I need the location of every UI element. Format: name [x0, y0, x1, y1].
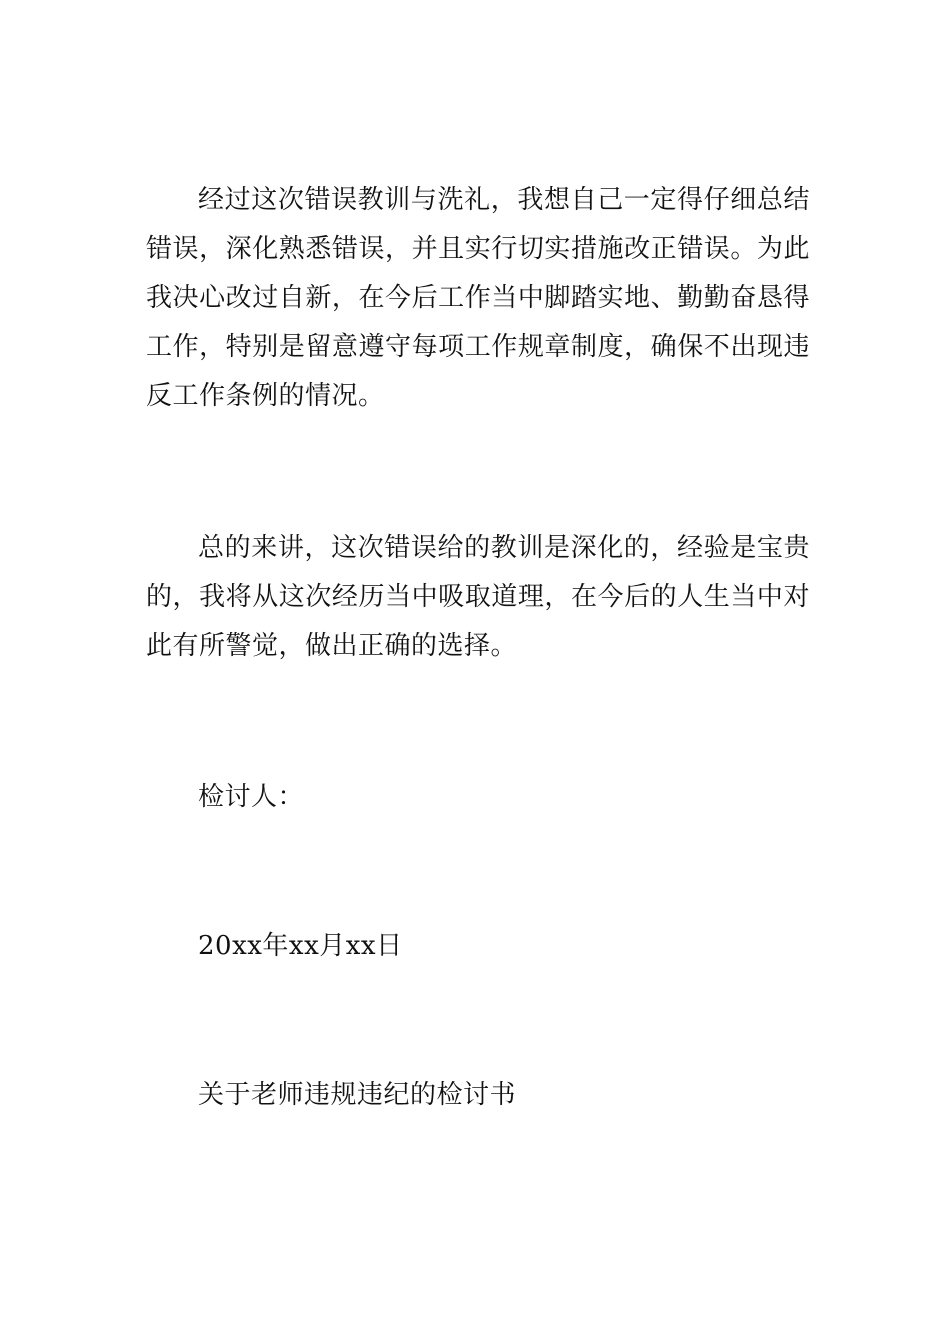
paragraph-text: 经过这次错误教训与洗礼，我想自己一定得仔细总结错误，深化熟悉错误，并且实行切实措施改正错误。为此我决心改过自新，在今后工作当中脚踏实地、勤勤奋恳得工作，特别是留意遵守每项工作规章制度，确保不出现违反工作条例的情况。 [146, 185, 810, 411]
paragraph-text: 总的来讲，这次错误给的教训是深化的，经验是宝贵的，我将从这次经历当中吸取道理，在今后的人生当中对此有所警觉，做出正确的选择。 [146, 533, 810, 661]
paragraph-resolution [146, 176, 810, 421]
next-title-text: 关于老师违规违纪的检讨书 [198, 1080, 517, 1110]
next-document-title [146, 1071, 810, 1120]
paragraph-conclusion [146, 524, 810, 671]
signer-label: 检讨人： [198, 782, 305, 812]
signer-line [146, 773, 810, 822]
date-line [146, 922, 810, 971]
date-text: 20xx年xx月xx日 [198, 931, 403, 961]
